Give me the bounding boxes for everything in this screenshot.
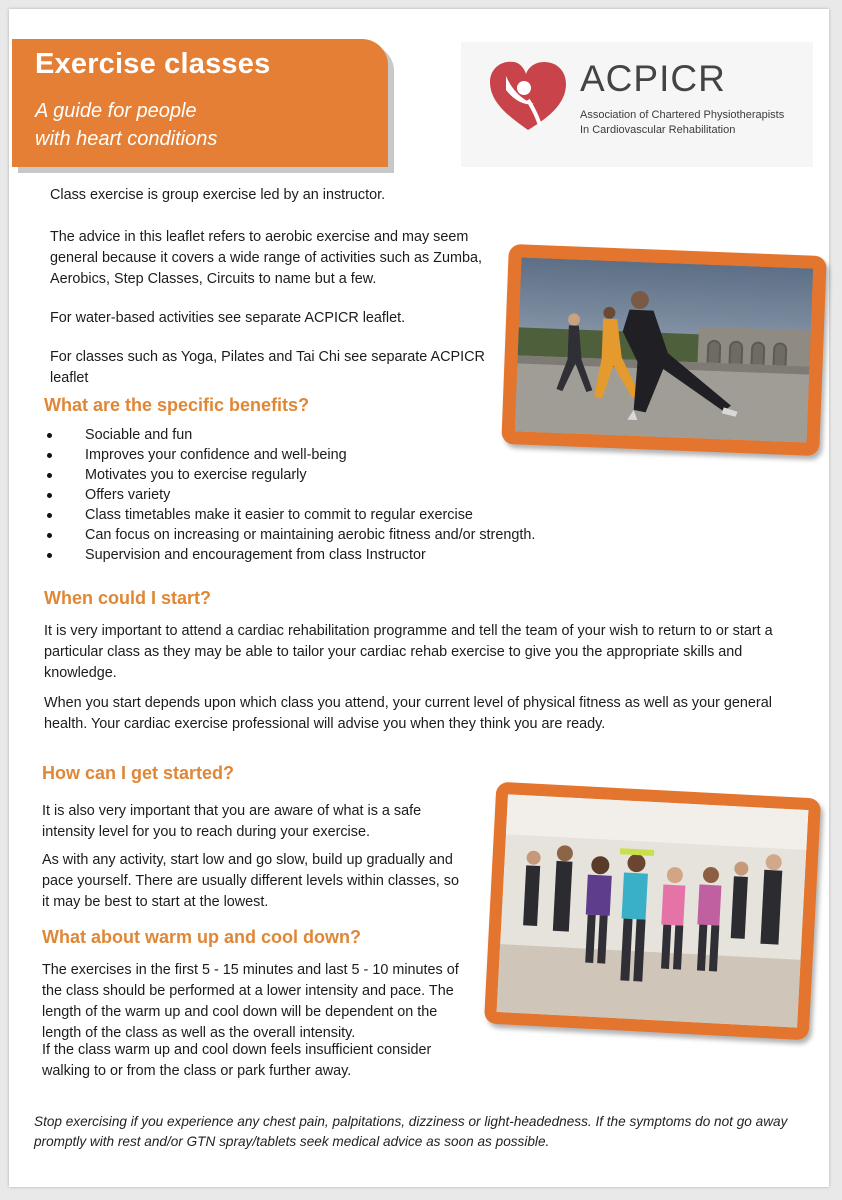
bullet-icon [47,493,52,498]
list-item [44,505,604,525]
list-item-text: Sociable and fun [85,427,193,443]
get-started-paragraph-2: As with any activity, start low and go slow, build up gradually and pace yourself. There are usually different levels within classes, so it may be best to start at the lowest. [42,852,460,910]
intro-paragraph-2: The advice in this leaflet refers to aerobic exercise and may seem general because it covers a wide range of activities such as Zumba, Aerobics, Step Classes, Circuits to name but a few. [50,229,482,287]
warm-up-paragraph-1: The exercises in the first 5 - 15 minutes and last 5 - 10 minutes of the class should be performed at a lower intensity and pace. The length of the warm up and cool down will be dependent on the length of the class as well as the overall intensity. [42,962,459,1041]
bullet-icon [47,473,52,478]
list-item-text: Improves your confidence and well-being [85,447,347,463]
bullet-icon [47,533,52,538]
list-item-text: Offers variety [85,487,171,503]
warm-up-paragraph-2: If the class warm up and cool down feels insufficient consider walking to or from the class or park further away. [42,1042,432,1079]
list-item-text: Supervision and encouragement from class Instructor [85,547,426,563]
dance-class-photo [484,782,821,1041]
warm-up-heading: What about warm up and cool down? [42,927,361,947]
bullet-icon [47,453,52,458]
list-item [44,465,604,485]
bullet-icon [47,513,52,518]
get-started-heading: How can I get started? [42,763,235,783]
list-item [44,425,604,445]
logo-wordmark: ACPICR [580,58,726,99]
list-item [44,525,604,545]
stretching-photo-image [515,257,813,442]
list-item [44,485,604,505]
dance-class-photo-image [497,794,809,1027]
logo-caption-2: In Cardiovascular Rehabilitation [580,124,736,136]
benefits-list [44,425,604,565]
intro-paragraph-1: Class exercise is group exercise led by an instructor. [50,187,386,203]
list-item [44,445,604,465]
benefits-heading: What are the specific benefits? [44,395,310,415]
leaflet-title: Exercise classes [35,48,271,80]
bullet-icon [47,433,52,438]
start-paragraph-1: It is very important to attend a cardiac rehabilitation programme and tell the team of your wish to return to or start a particular class as they may be able to tailor your cardiac rehab exercise to give you the appropriate skills and knowledge. [44,623,773,681]
intro-paragraph-3: For water-based activities see separate ACPICR leaflet. [50,310,406,326]
subtitle-line-2: with heart conditions [35,128,218,150]
bullet-icon [47,553,52,558]
intro-paragraph-4: For classes such as Yoga, Pilates and Tai Chi see separate ACPICR leaflet [50,349,485,386]
heart-logo-icon [488,60,568,132]
get-started-paragraph-1: It is also very important that you are aware of what is a safe intensity level for you to reach during your exercise. [42,803,422,840]
start-heading: When could I start? [44,588,212,608]
subtitle-line-1: A guide for people [35,100,197,122]
leaflet-subtitle [35,97,217,153]
logo-caption-1: Association of Chartered Physiotherapists [580,109,785,121]
list-item [44,545,604,565]
start-paragraph-2: When you start depends upon which class you attend, your current level of physical fitness as well as your general health. Your cardiac exercise professional will advise you when they think you are ready. [44,695,772,732]
safety-note: Stop exercising if you experience any chest pain, palpitations, dizziness or light-headedness. If the symptoms do not go away promptly with rest and/or GTN spray/tablets seek medical advice as soon as possible. [34,1114,788,1149]
list-item-text: Motivates you to exercise regularly [85,467,307,483]
list-item-text: Class timetables make it easier to commit to regular exercise [85,507,473,523]
list-item-text: Can focus on increasing or maintaining aerobic fitness and/or strength. [85,527,536,543]
